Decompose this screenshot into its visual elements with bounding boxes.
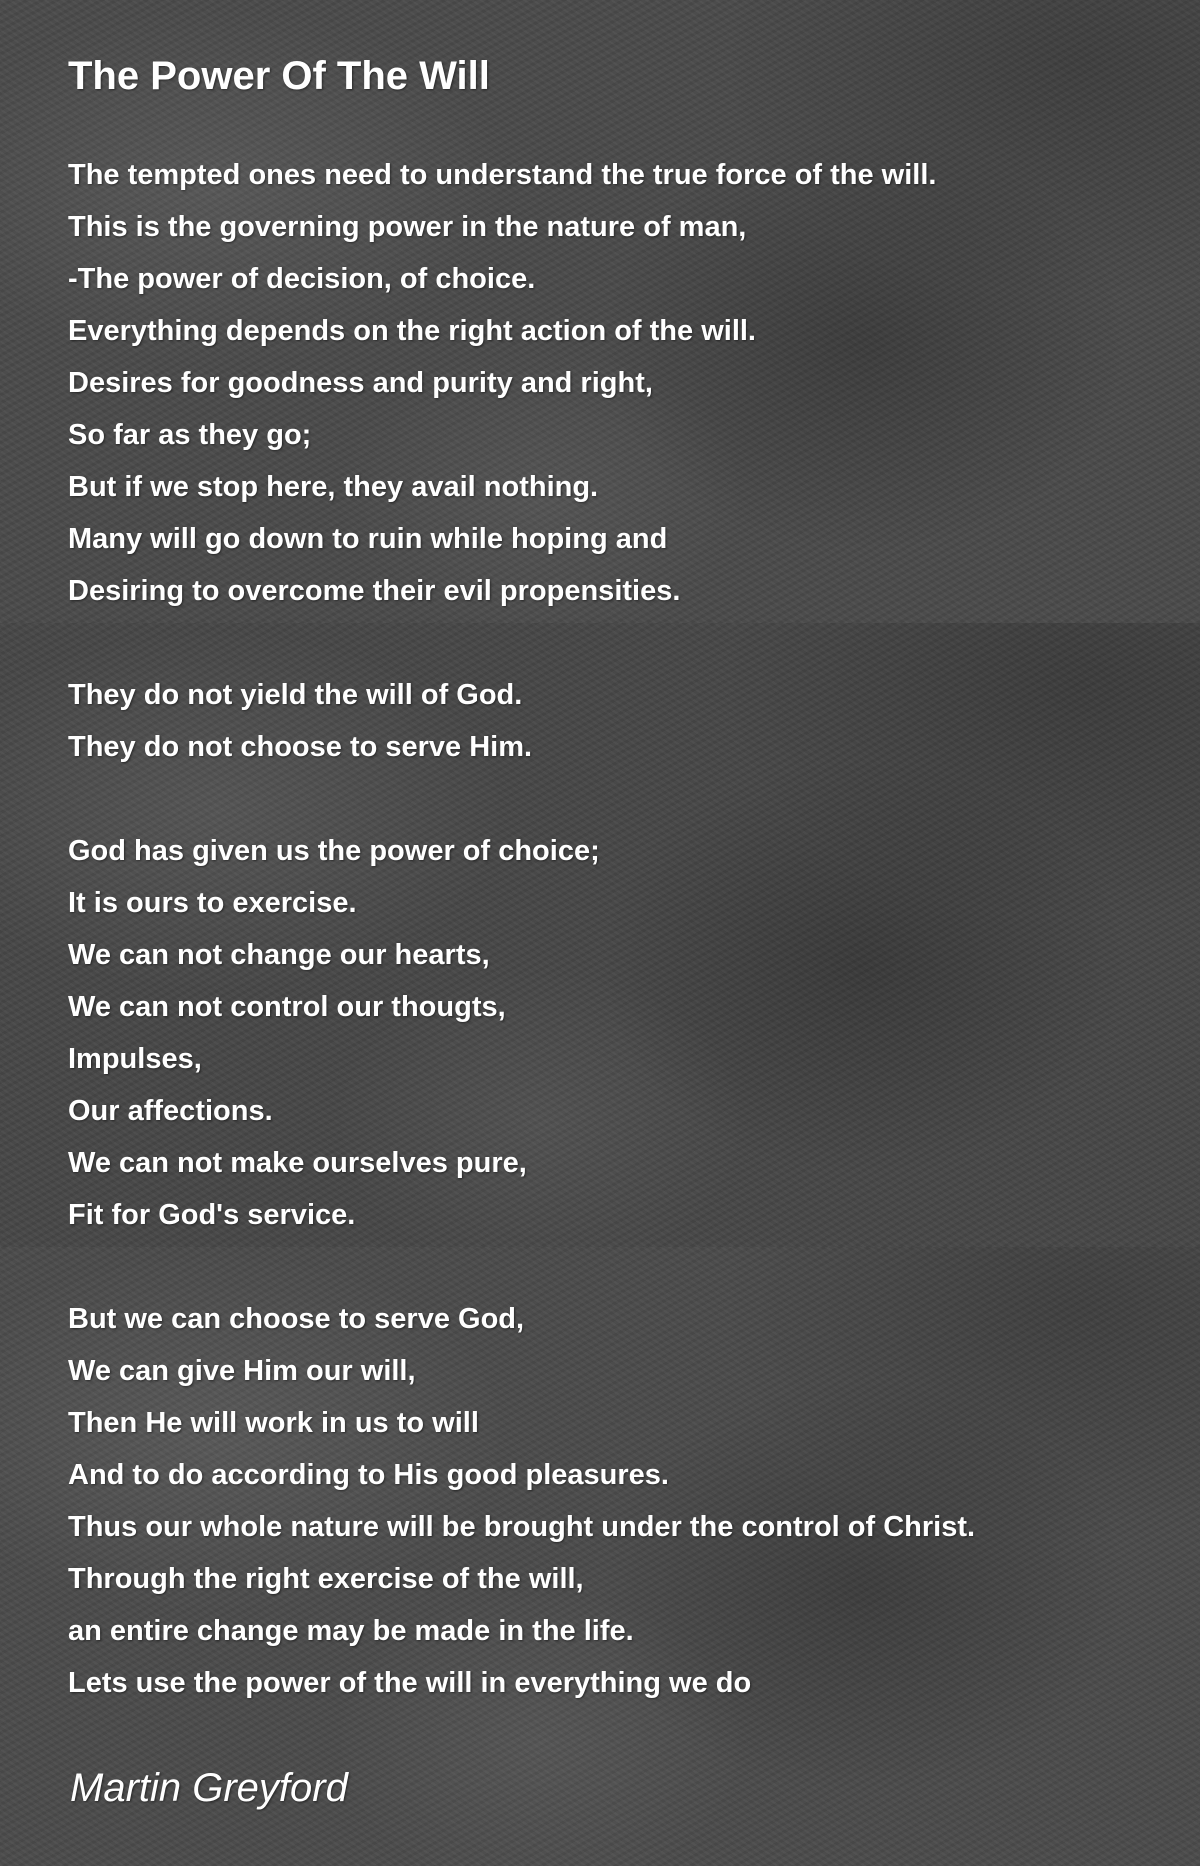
poem-line: This is the governing power in the nature of man, (68, 211, 747, 243)
poem-line: Our affections. (68, 1095, 273, 1127)
poem-line: We can not control our thougts, (68, 991, 506, 1023)
poem-line: And to do according to His good pleasures. (68, 1459, 669, 1491)
poem-line: Impulses, (68, 1043, 202, 1075)
poem-line: Thus our whole nature will be brought under the control of Christ. (68, 1511, 976, 1543)
poem-title: The Power Of The Will (68, 54, 490, 98)
stanza-break (68, 1241, 1168, 1293)
poem-line: It is ours to exercise. (68, 887, 357, 919)
poem-line: But if we stop here, they avail nothing. (68, 471, 599, 503)
poem-line: Desires for goodness and purity and right, (68, 367, 653, 399)
poem-line: They do not choose to serve Him. (68, 731, 533, 763)
poem-line: Many will go down to ruin while hoping and (68, 523, 668, 555)
stanza-break (68, 773, 1168, 825)
poem-line: We can give Him our will, (68, 1355, 416, 1387)
poem-line: Lets use the power of the will in everything we do (68, 1667, 752, 1699)
poem-line: We can not make ourselves pure, (68, 1147, 527, 1179)
poem-line: -The power of decision, of choice. (68, 263, 536, 295)
poem-line: They do not yield the will of God. (68, 679, 523, 711)
poem-line: But we can choose to serve God, (68, 1303, 525, 1335)
poem-line: The tempted ones need to understand the true force of the will. (68, 159, 937, 191)
poem-line: Desiring to overcome their evil propensities. (68, 575, 681, 607)
poem-line: We can not change our hearts, (68, 939, 490, 971)
poem-line: Then He will work in us to will (68, 1407, 479, 1439)
poem-line: an entire change may be made in the life. (68, 1615, 634, 1647)
stanza-break (68, 617, 1168, 669)
poem-line: Everything depends on the right action of the will. (68, 315, 756, 347)
poem-line: So far as they go; (68, 419, 312, 451)
poem-body (68, 149, 1168, 1709)
poem-line: Fit for God's service. (68, 1199, 356, 1231)
poem-line: God has given us the power of choice; (68, 835, 600, 867)
poem-line: Through the right exercise of the will, (68, 1563, 584, 1595)
poem-author: Martin Greyford (70, 1766, 348, 1810)
